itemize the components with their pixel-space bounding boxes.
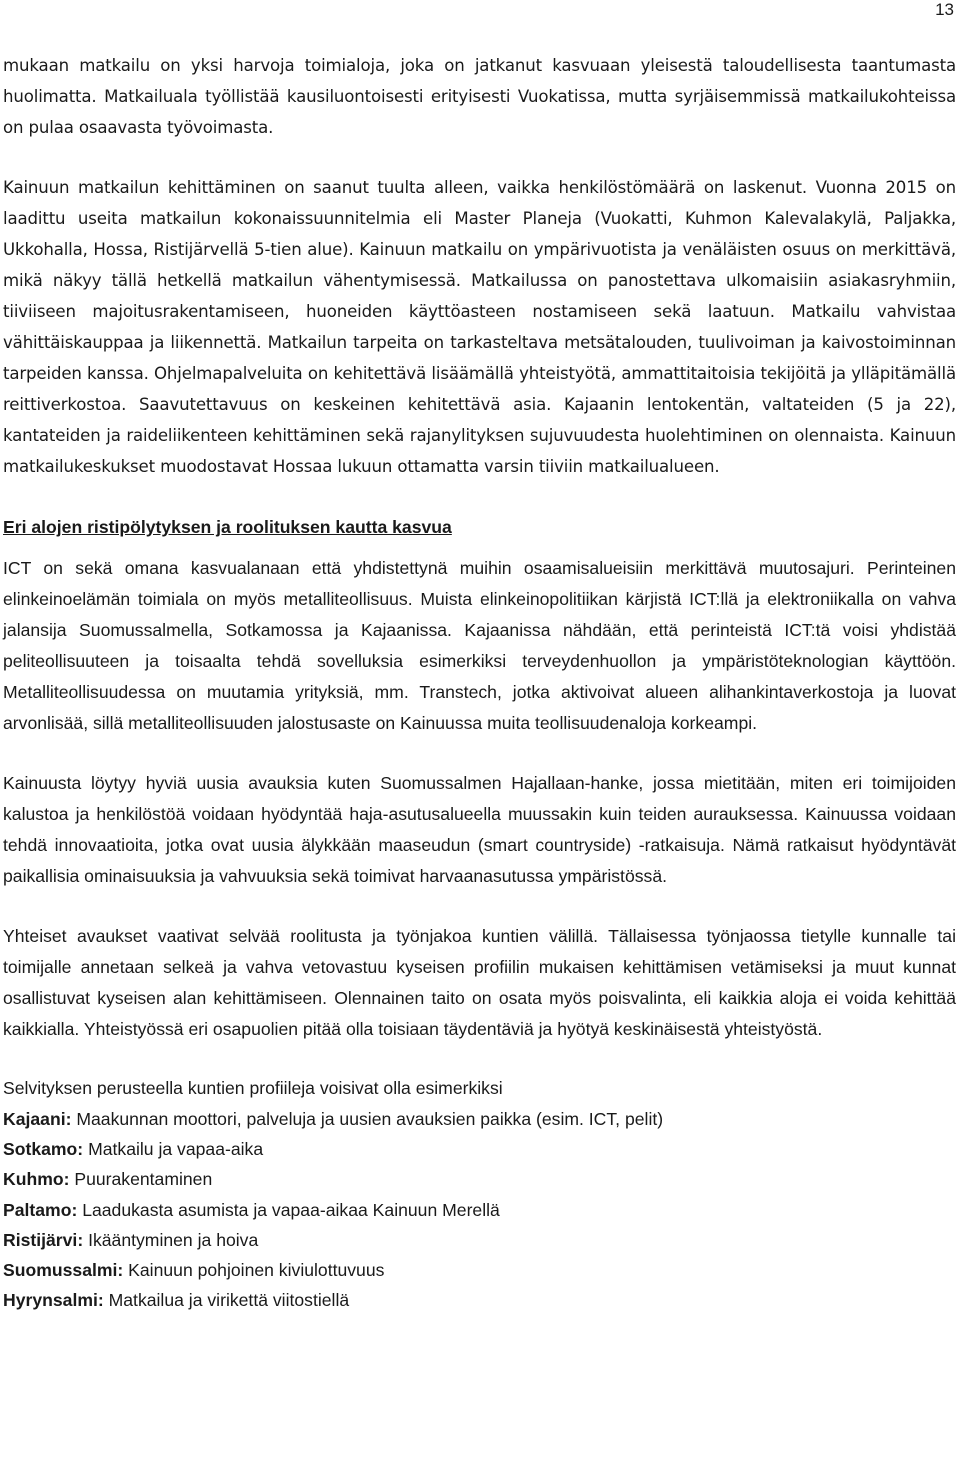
paragraph-ict: ICT on sekä omana kasvualanaan että yhdistettynä muihin osaamisalueisiin merkittävä muutosajuri. Perinteinen elinkeinoelämän toimiala on myös metalliteollisuus. Muista elinkeinopolitiikan kärjistä ICT:llä ja elektroniikalla on vahva jalansija Suomussalmella, Sotkamossa ja Kajaanissa. Kajaanissa nähdään, että perinteistä ICT:tä voisi yhdistää peliteollisuuteen ja toisaalta tehdä sovelluksia esimerkiksi terveydenhuollon ja ympäristöteknologian käyttöön. Metalliteollisuudessa on muutamia yrityksiä, mm. Transtech, jotka aktivoivat alueen alihankintaverkostoja ja luovat arvonlisää, sillä metalliteollisuuden jalostusaste on Kainuussa muita teollisuudenaloja korkeampi. bbox=[3, 558, 956, 733]
municipality-profile: Maakunnan moottori, palveluja ja uusien avauksien paikka (esim. ICT, pelit) bbox=[76, 1109, 664, 1129]
municipality-name: Suomussalmi: bbox=[3, 1260, 124, 1281]
list-item bbox=[3, 1134, 956, 1164]
municipality-name: Kuhmo: bbox=[3, 1169, 70, 1190]
paragraph-new-openings: Kainuusta löytyy hyviä uusia avauksia kuten Suomussalmen Hajallaan-hanke, jossa mietitään, miten eri toimijoiden kalustoa ja henkilöstöä voidaan hyödyntää haja-asutusalueella muussakin kuin teiden aurauksessa. Kainuussa voidaan tehdä innovaatioita, jotka ovat uusia älykkään maaseudun (smart countryside) -ratkaisuja. Nämä ratkaisut hyödyntävät paikallisia ominaisuuksia ja vahvuuksia sekä toimivat harvaanasutussa ympäristössä. bbox=[3, 773, 956, 886]
list-item bbox=[3, 1255, 956, 1285]
list-item bbox=[3, 1104, 956, 1134]
document-body bbox=[3, 50, 956, 1315]
municipality-name: Sotkamo: bbox=[3, 1139, 84, 1160]
municipality-profile: Kainuun pohjoinen kiviulottuvuus bbox=[128, 1260, 385, 1281]
municipality-profile: Ikääntyminen ja hoiva bbox=[88, 1229, 259, 1250]
intro-paragraph-tourism: Kainuun matkailun kehittäminen on saanut tuulta alleen, vaikka henkilöstömäärä on laskenut. Vuonna 2015 on laadittu useita matkailun kokonaissuunnitelmia eli Master Planeja (Vuokatti, Kuhmon Kalevalakylä, Paljakka, Ukkohalla, Hossa, Ristijärvellä 5-tien alue). Kainuun matkailu on ympärivuotista ja venäläisten osuus on merkittävä, mikä näkyy tällä hetkellä matkailun vähentymisessä. Matkailussa on panostettava ulkomaisiin asiakasryhmiin, tiiviiseen majoitusrakentamiseen, huoneiden käyttöasteen nostamiseen sekä laatuun. Matkailu vahvistaa vähittäiskauppaa ja liikennettä. Matkailun tarpeita on tarkasteltava metsätalouden, tuulivoiman ja kaivostoiminnan tarpeiden kanssa. Ohjelmapalveluita on kehitettävä lisäämällä yhteistyötä, ammattitaitoisia tekijöitä ja ylläpitämällä reittiverkostoa. Saavutettavuus on keskeinen kehitettävä asia. Kajaanin lentokentän, valtateiden (5 ja 22), kantateiden ja raideliikenteen kehittäminen sekä rajanylityksen sujuvuudesta huolehtiminen on olennaista. Kainuun matkailukeskukset muodostavat Hossaa lukuun ottamatta varsin tiiviin matkailualueen. bbox=[3, 178, 956, 476]
list-item bbox=[3, 1164, 956, 1194]
municipality-name: Ristijärvi: bbox=[3, 1229, 84, 1250]
page-number: 13 bbox=[935, 0, 954, 19]
paragraph-cooperation: Yhteiset avaukset vaativat selvää roolitusta ja työnjakoa kuntien välillä. Tällaisessa työnjaossa tietylle kunnalle tai toimijalle annetaan selkeä ja vahva vetovastuu kyseisen profiilin mukaisen kehittämisen vetämiseksi ja muut kunnat osallistuvat kyseisen alan kehittämiseen. Olennainen taito on osata myös poisvalinta, eli kaikkia aloja ei voida kehittää kaikkialla. Yhteistyössä eri osapuolien pitää olla toisiaan täydentäviä ja hyötyä keskinäisestä yhteistyöstä. bbox=[3, 926, 956, 1039]
section-heading: Eri alojen ristipölytyksen ja roolituksen kautta kasvua bbox=[3, 517, 452, 537]
intro-paragraph-continuation: mukaan matkailu on yksi harvoja toimialoja, joka on jatkanut kasvuaan yleisestä taloudellisesta taantumasta huolimatta. Matkailuala työllistää kausiluontoisesti erityisesti Vuokatissa, mutta syrjäisemmissä matkailukohteissa on pulaa osaavasta työvoimasta. bbox=[3, 56, 956, 137]
municipality-profile: Laadukasta asumista ja vapaa-aikaa Kainuun Merellä bbox=[82, 1199, 500, 1220]
municipality-name: Kajaani: bbox=[3, 1109, 72, 1129]
profiles-intro: Selvityksen perusteella kuntien profiileja voisivat olla esimerkiksi bbox=[3, 1078, 503, 1098]
profiles-list bbox=[3, 1104, 956, 1315]
municipality-profile: Puurakentaminen bbox=[74, 1169, 213, 1190]
municipality-name: Hyrynsalmi: bbox=[3, 1290, 104, 1311]
municipality-profile: Matkailu ja vapaa-aika bbox=[88, 1139, 264, 1160]
list-item bbox=[3, 1195, 956, 1225]
municipality-profile: Matkailua ja virikettä viitostiellä bbox=[108, 1290, 350, 1311]
list-item bbox=[3, 1225, 956, 1255]
list-item bbox=[3, 1285, 956, 1315]
municipality-name: Paltamo: bbox=[3, 1199, 78, 1220]
